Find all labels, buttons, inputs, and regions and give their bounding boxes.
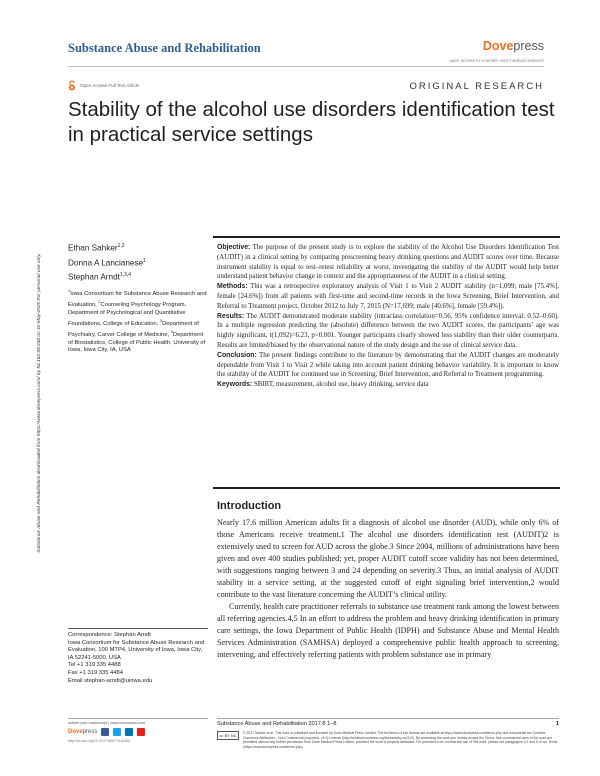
twitter-icon[interactable] [113,728,121,736]
header-divider [68,66,544,67]
article-title: Stability of the alcohol use disorders identification test in practical service settings [68,98,555,146]
results-text: The AUDIT demonstrated moderate stability (intraclass correlation=0.56, 95% confidence interval: 0.52–0.60). In a multiple regression predicting the (absolute) difference between the two AUDIT scores, the participants’ age was highly significant, t(1,092)=6.23, p<0.001. Younger participants clearly showed less stability than their older counterparts. Results are limited/biased by the observational nature of the study design and the use of clinical service data. [217,312,559,349]
abstract-bottom-rule [213,487,560,489]
correspondence-tel: Tel +1 319 335 4488 [68,662,121,669]
abstract-conclusion [217,351,559,380]
cc-license-badge[interactable]: cc BY NC [217,731,239,740]
introduction-heading: Introduction [217,500,282,512]
doi-link[interactable]: http://dx.doi.org/10.2147/SAR.S116400 [68,739,131,743]
article-type: ORIGINAL RESEARCH [409,81,544,92]
methods-text: This was a retrospective exploratory analysis of Visit 1 to Visit 2 AUDIT stability (n=1,099; male [75.4%], female [24.6%]) from all patients with first-time and second-time records in the Iowa Screening, Brief Intervention, and Referral to Treatment project, October 2012 to July 7, 2015 (N=17,699; male [40.6%], female [59.4%]). [217,283,559,310]
publisher-prefix: Dove [482,39,514,53]
footer-right [217,718,559,749]
youtube-icon[interactable] [137,728,145,736]
results-label: Results: [217,312,245,320]
footer-publisher-prefix: Dove [68,729,83,735]
publisher-suffix: press [513,39,544,53]
publisher-logo[interactable] [483,39,544,53]
keywords-label: Keywords: [217,381,253,389]
introduction-body [217,517,559,661]
abstract-keywords [217,380,559,390]
page-number: 1 [555,721,559,727]
abstract-objective [217,243,559,282]
intro-paragraph-2: Currently, health care practitioner referrals to substance use treatment rank among the lowest between all referring agencies.4,5 In an effort to address the problem and heavy drinking identification in primary care settings, the Iowa Department of Public Health (IDPH) and Substance Abuse and Mental Health Services Administration (SAMHSA) deployed a comprehensive public health approach to screening, intervening, and effectively referring patients with problem substance use in primary [217,602,559,659]
abstract-methods [217,282,559,311]
abstract [217,243,559,390]
author-list [68,240,146,284]
abstract-results [217,312,559,351]
author-1[interactable]: Ethan Sahker$^{1,2}$ [68,243,125,253]
open-access-icon [68,80,76,91]
correspondence-email[interactable]: Email stephan-arndt@uiowa.edu [68,677,153,684]
journal-issue: Substance Abuse and Rehabilitation 2017:8 1–8 [217,721,337,727]
objective-text: The purpose of the present study is to explore the stability of the Alcohol Use Disorders Identification Test (AUDIT) in a clinical setting by comparing prescreening heavy drinking questions and AUDIT scores over time. Because instrument stability is equal to test–retest reliability at worst, investigating the stability of the AUDIT would help better understand patient behavior change in context and the appropriateness of the AUDIT in a clinical setting. [217,244,559,281]
intro-paragraph-1: Nearly 17.6 million American adults fit a diagnosis of alcohol use disorder (AUD), while only 6% of those Americans receive treatment.1 The alcohol use disorders identification test (AUDIT)2 is extensively used to screen for AUD across the globe.3 Since 2004, millions of administrations have been given and over 400 studies published; yet, proper AUDIT cutoff score validity has not been determined, with suggestions ranging between 3 and 24 depending on severity.3 Thus, an initial analysis of AUDIT stability in a service setting, at the suggested cutoff of eight signaling brief intervention,2 would contribute to the vast literature concerning the AUDIT’s clinical utility. [217,518,559,599]
linkedin-icon[interactable] [125,728,133,736]
license-text: © 2017 Sahker et al. This work is published and licensed by Dove Medical Press Limited. The full terms of this license are available at https://www.dovepress.com/terms.php and incorporate the Creative Commons Attribution – Non Commercial (unported, v3.0) License (http://creativecommons.org/licenses/by-nc/3.0/). By accessing the work you hereby accept the Terms. Non-commercial uses of the work are permitted without any further permission from Dove Medical Press Limited, provided the work is properly attributed. For permission for commercial use of this work, please see paragraphs 4.2 and 5 of our Terms (https://www.dovepress.com/terms.php). [243,731,558,749]
conclusion-label: Conclusion: [217,351,257,359]
correspondence-fax: Fax +1 319 335 4484 [68,669,123,676]
conclusion-text: The present findings contribute to the literature by demonstrating that the AUDIT changes are moderately dependable from Visit 1 to Visit 2 while taking into account patient drinking behavior variability. It is important to know the stability of the AUDIT for continued use in Screening, Brief Intervention, and Referral to Treatment programming. [217,351,559,379]
facebook-icon[interactable] [101,728,109,736]
open-access-label [68,80,139,91]
keywords-text: SBIRT, measurement, alcohol use, heavy drinking, service data [252,381,429,389]
correspondence [68,628,208,685]
open-access-text: Open Access Full Text Article [80,83,140,88]
correspondence-address: Iowa Consortium for Substance Abuse Research and Evaluation, 100 MTP4, University of Iowa, Iowa City, IA 52241-5000, USA [68,639,205,661]
footer-publisher-logo[interactable] [68,729,97,735]
abstract-top-rule [213,236,560,238]
download-watermark: Substance Abuse and Rehabilitation downloaded from https://www.dovepress.com/ by 54.162.69.248 on 31-May-2020 For personal use only. [37,253,42,553]
publisher-tagline: open access to scientific and medical research [449,58,544,63]
methods-label: Methods: [217,283,248,291]
journal-name: Substance Abuse and Rehabilitation [68,41,261,55]
author-2[interactable]: Donna A Lancianese$^1$ [68,257,146,268]
footer-left [68,718,208,743]
author-3[interactable]: Stephan Arndt$^{1,3,4}$ [68,272,132,283]
correspondence-name: Correspondence: Stephan Arndt [68,632,151,638]
submit-link[interactable]: submit your manuscript | www.dovepress.com [68,721,146,725]
objective-label: Objective: [217,244,251,251]
footer-publisher-suffix: press [82,729,98,735]
affiliations: $^1$Iowa Consortium for Substance Abuse Research and Evaluation, $^2$Counseling Psychology Program, Department of Psychological and Quantitative Foundations, College of Education, $^3$Department of Psychiatry, Carver College of Medicine, $^4$Department of Biostatistics, College of Public Health, University of Iowa, Iowa City, IA, USA [68,288,207,354]
